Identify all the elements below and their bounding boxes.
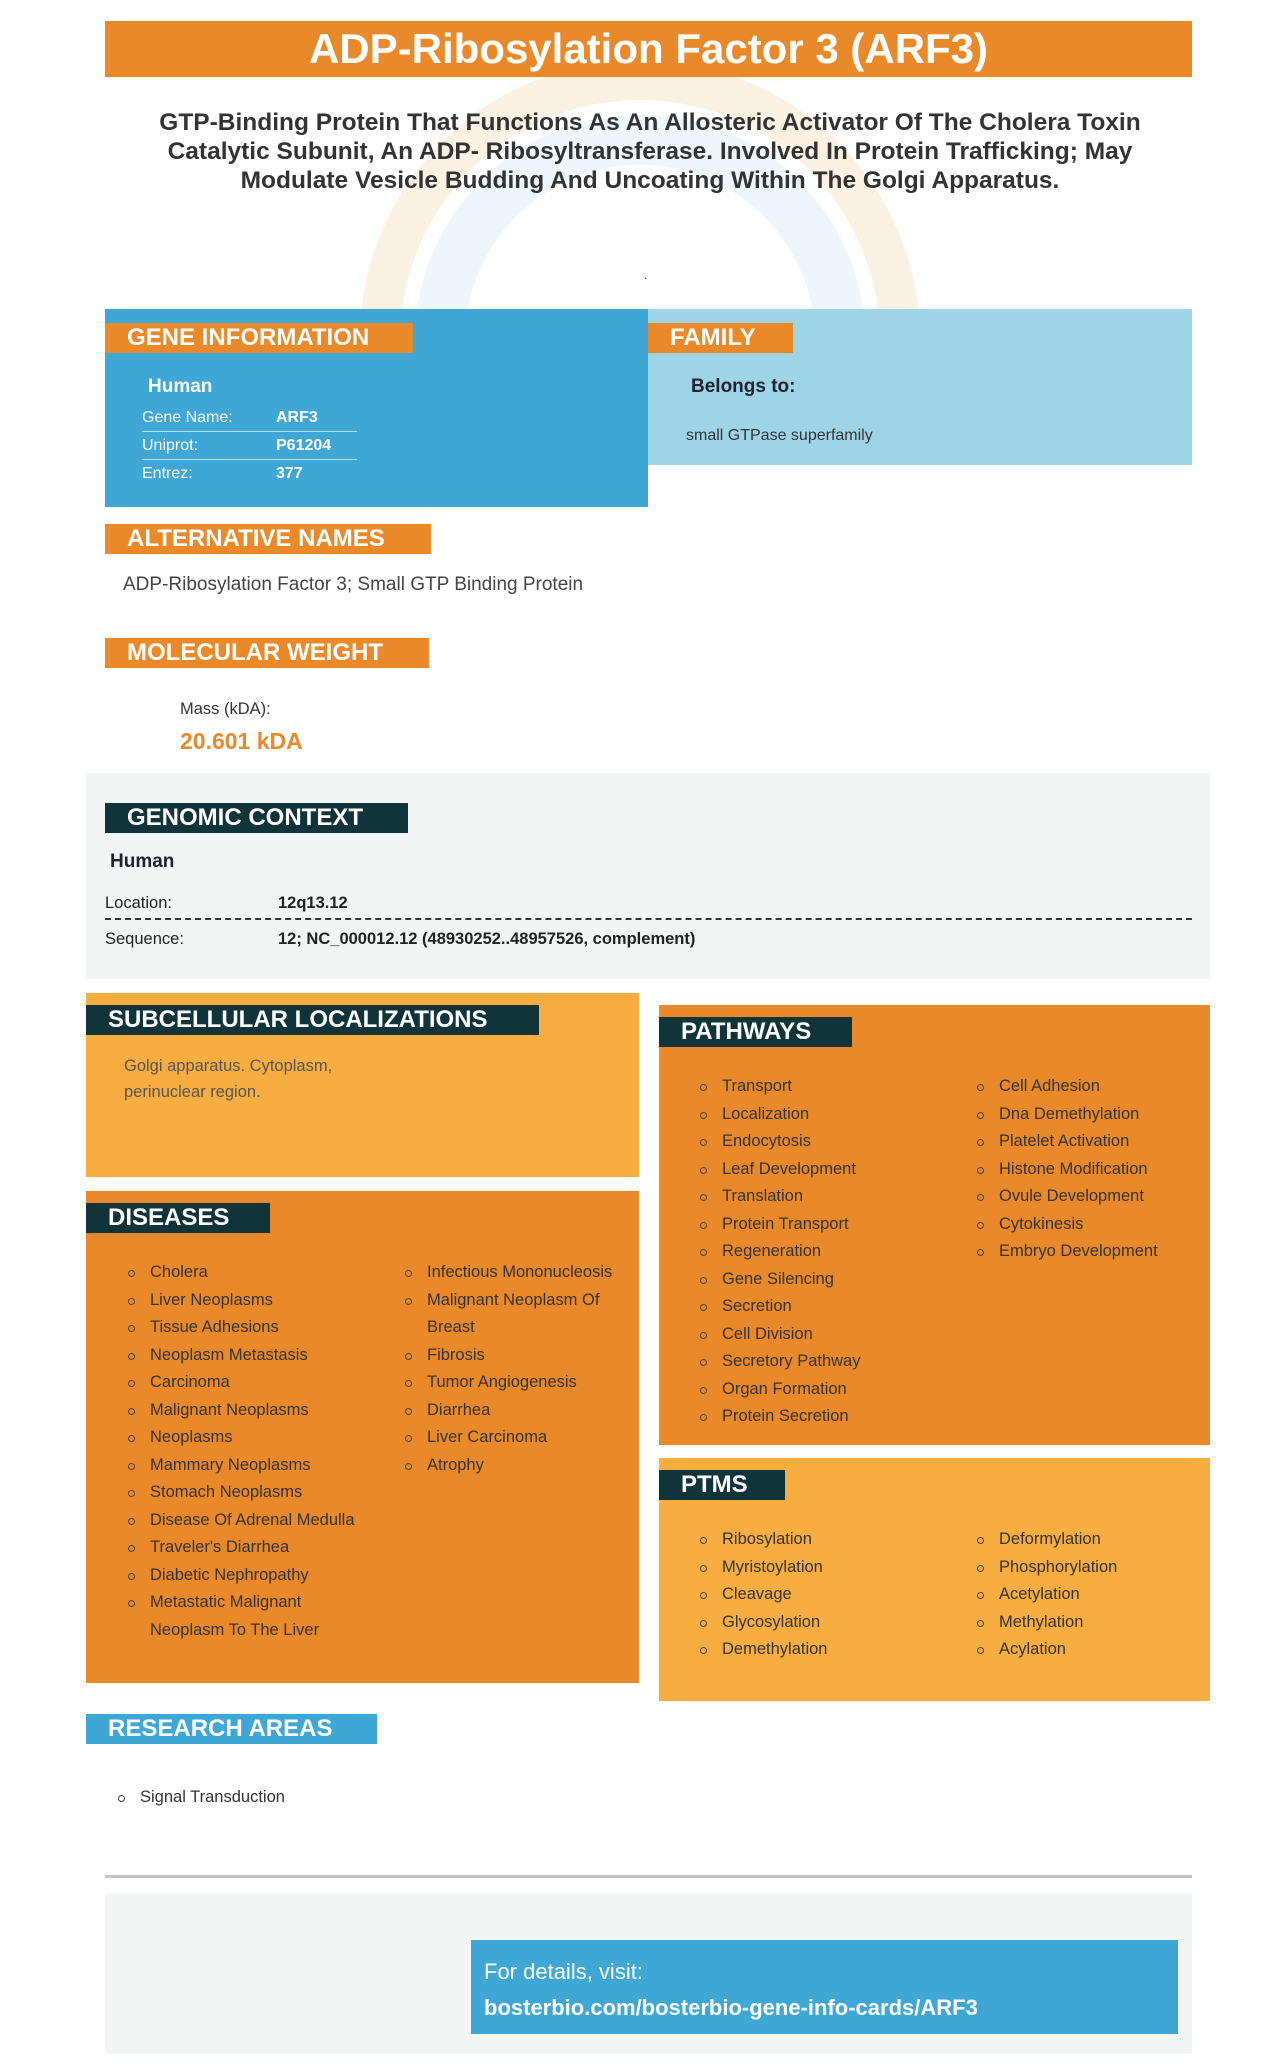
list-item: Ribosylation <box>700 1526 950 1554</box>
genomic-context-heading: GENOMIC CONTEXT <box>105 803 408 833</box>
mass-label: Mass (kDA): <box>180 700 271 718</box>
list-item: Neoplasms <box>128 1424 358 1452</box>
pathways-list-2 <box>977 1073 1202 1266</box>
list-item: Metastatic Malignant Neoplasm To The Liver <box>128 1589 358 1644</box>
sequence-row <box>105 922 1192 956</box>
research-areas-heading: RESEARCH AREAS <box>86 1714 377 1744</box>
list-item: Malignant Neoplasm Of Breast <box>405 1287 625 1342</box>
list-item: Platelet Activation <box>977 1128 1202 1156</box>
entrez-row <box>142 460 357 488</box>
location-value: 12q13.12 <box>278 894 348 912</box>
list-item: Neoplasm Metastasis <box>128 1342 358 1370</box>
diseases-list-2 <box>405 1259 625 1479</box>
gene-name-label: Gene Name: <box>142 409 233 426</box>
list-item: Demethylation <box>700 1636 950 1664</box>
list-item: Carcinoma <box>128 1369 358 1397</box>
list-item: Embryo Development <box>977 1238 1202 1266</box>
diseases-heading: DISEASES <box>86 1203 270 1233</box>
list-item: Cytokinesis <box>977 1211 1202 1239</box>
sequence-label: Sequence: <box>105 930 184 948</box>
gene-description: GTP-Binding Protein That Functions As An Allosteric Activator Of The Cholera Toxin Catalytic Subunit, An ADP- Ribosyltransferase. Involved In Protein Trafficking; May Modulate Vesicle Budding And Uncoating Within The Golgi Apparatus. <box>159 109 1141 194</box>
pathways-list-1 <box>700 1073 950 1431</box>
uniprot-label: Uniprot: <box>142 437 199 454</box>
list-item: Atrophy <box>405 1452 625 1480</box>
list-item: Regeneration <box>700 1238 950 1266</box>
list-item: Secretion <box>700 1293 950 1321</box>
molecular-weight-heading: MOLECULAR WEIGHT <box>105 638 429 668</box>
list-item: Myristoylation <box>700 1554 950 1582</box>
genomic-organism: Human <box>110 851 175 872</box>
family-heading: FAMILY <box>648 323 793 353</box>
list-item: Leaf Development <box>700 1156 950 1184</box>
list-item: Disease Of Adrenal Medulla <box>128 1507 358 1535</box>
list-item: Liver Neoplasms <box>128 1287 358 1315</box>
list-item: Diabetic Nephropathy <box>128 1562 358 1590</box>
gene-organism: Human <box>148 376 213 397</box>
list-item: Deformylation <box>977 1526 1202 1554</box>
list-item: Endocytosis <box>700 1128 950 1156</box>
ptms-list-1 <box>700 1526 950 1664</box>
ptms-list-2 <box>977 1526 1202 1664</box>
list-item: Mammary Neoplasms <box>128 1452 358 1480</box>
divider <box>105 1875 1192 1878</box>
uniprot-row <box>142 432 357 460</box>
list-item: Protein Secretion <box>700 1403 950 1431</box>
list-item: Dna Demethylation <box>977 1101 1202 1129</box>
location-label: Location: <box>105 894 172 912</box>
family-value: small GTPase superfamily <box>686 427 873 444</box>
alternative-names-text: ADP-Ribosylation Factor 3; Small GTP Binding Protein <box>123 574 584 595</box>
list-item: Localization <box>700 1101 950 1129</box>
list-item: Cleavage <box>700 1581 950 1609</box>
details-link[interactable]: bosterbio.com/bosterbio-gene-info-cards/ARF3 <box>484 1995 978 2020</box>
list-item: Traveler's Diarrhea <box>128 1534 358 1562</box>
subcellular-text: Golgi apparatus. Cytoplasm, perinuclear region. <box>124 1057 333 1101</box>
location-row <box>105 886 1192 920</box>
list-item: Histone Modification <box>977 1156 1202 1184</box>
list-item: Methylation <box>977 1609 1202 1637</box>
entrez-value: 377 <box>276 465 303 482</box>
research-areas-list <box>118 1784 285 1811</box>
list-item: Translation <box>700 1183 950 1211</box>
list-item: Signal Transduction <box>118 1784 285 1811</box>
details-box <box>471 1940 1178 2034</box>
gene-name-value: ARF3 <box>276 409 318 426</box>
list-item: Acetylation <box>977 1581 1202 1609</box>
ptms-heading: PTMS <box>659 1470 785 1500</box>
list-item: Infectious Mononucleosis <box>405 1259 625 1287</box>
alternative-names-heading: ALTERNATIVE NAMES <box>105 524 431 554</box>
gene-information-heading: GENE INFORMATION <box>105 323 413 353</box>
entrez-label: Entrez: <box>142 465 193 482</box>
list-item: Stomach Neoplasms <box>128 1479 358 1507</box>
list-item: Organ Formation <box>700 1376 950 1404</box>
list-item: Tissue Adhesions <box>128 1314 358 1342</box>
list-item: Malignant Neoplasms <box>128 1397 358 1425</box>
uniprot-value: P61204 <box>276 437 332 454</box>
pathways-heading: PATHWAYS <box>659 1017 852 1047</box>
list-item: Phosphorylation <box>977 1554 1202 1582</box>
sequence-value: 12; NC_000012.12 (48930252..48957526, complement) <box>278 930 696 948</box>
list-item: Diarrhea <box>405 1397 625 1425</box>
list-item: Cell Adhesion <box>977 1073 1202 1101</box>
separator-dot: . <box>644 268 648 282</box>
gene-name-row <box>142 404 357 432</box>
list-item: Fibrosis <box>405 1342 625 1370</box>
family-belongs-label: Belongs to: <box>691 376 796 397</box>
list-item: Gene Silencing <box>700 1266 950 1294</box>
list-item: Acylation <box>977 1636 1202 1664</box>
list-item: Transport <box>700 1073 950 1101</box>
list-item: Cell Division <box>700 1321 950 1349</box>
list-item: Tumor Angiogenesis <box>405 1369 625 1397</box>
mass-value: 20.601 kDA <box>180 728 303 754</box>
page-title: ADP-Ribosylation Factor 3 (ARF3) <box>105 21 1192 77</box>
list-item: Secretory Pathway <box>700 1348 950 1376</box>
details-label: For details, visit: <box>484 1959 643 1984</box>
list-item: Protein Transport <box>700 1211 950 1239</box>
subcellular-heading: SUBCELLULAR LOCALIZATIONS <box>86 1005 539 1035</box>
diseases-list-1 <box>128 1259 358 1644</box>
list-item: Ovule Development <box>977 1183 1202 1211</box>
list-item: Glycosylation <box>700 1609 950 1637</box>
list-item: Liver Carcinoma <box>405 1424 625 1452</box>
list-item: Cholera <box>128 1259 358 1287</box>
